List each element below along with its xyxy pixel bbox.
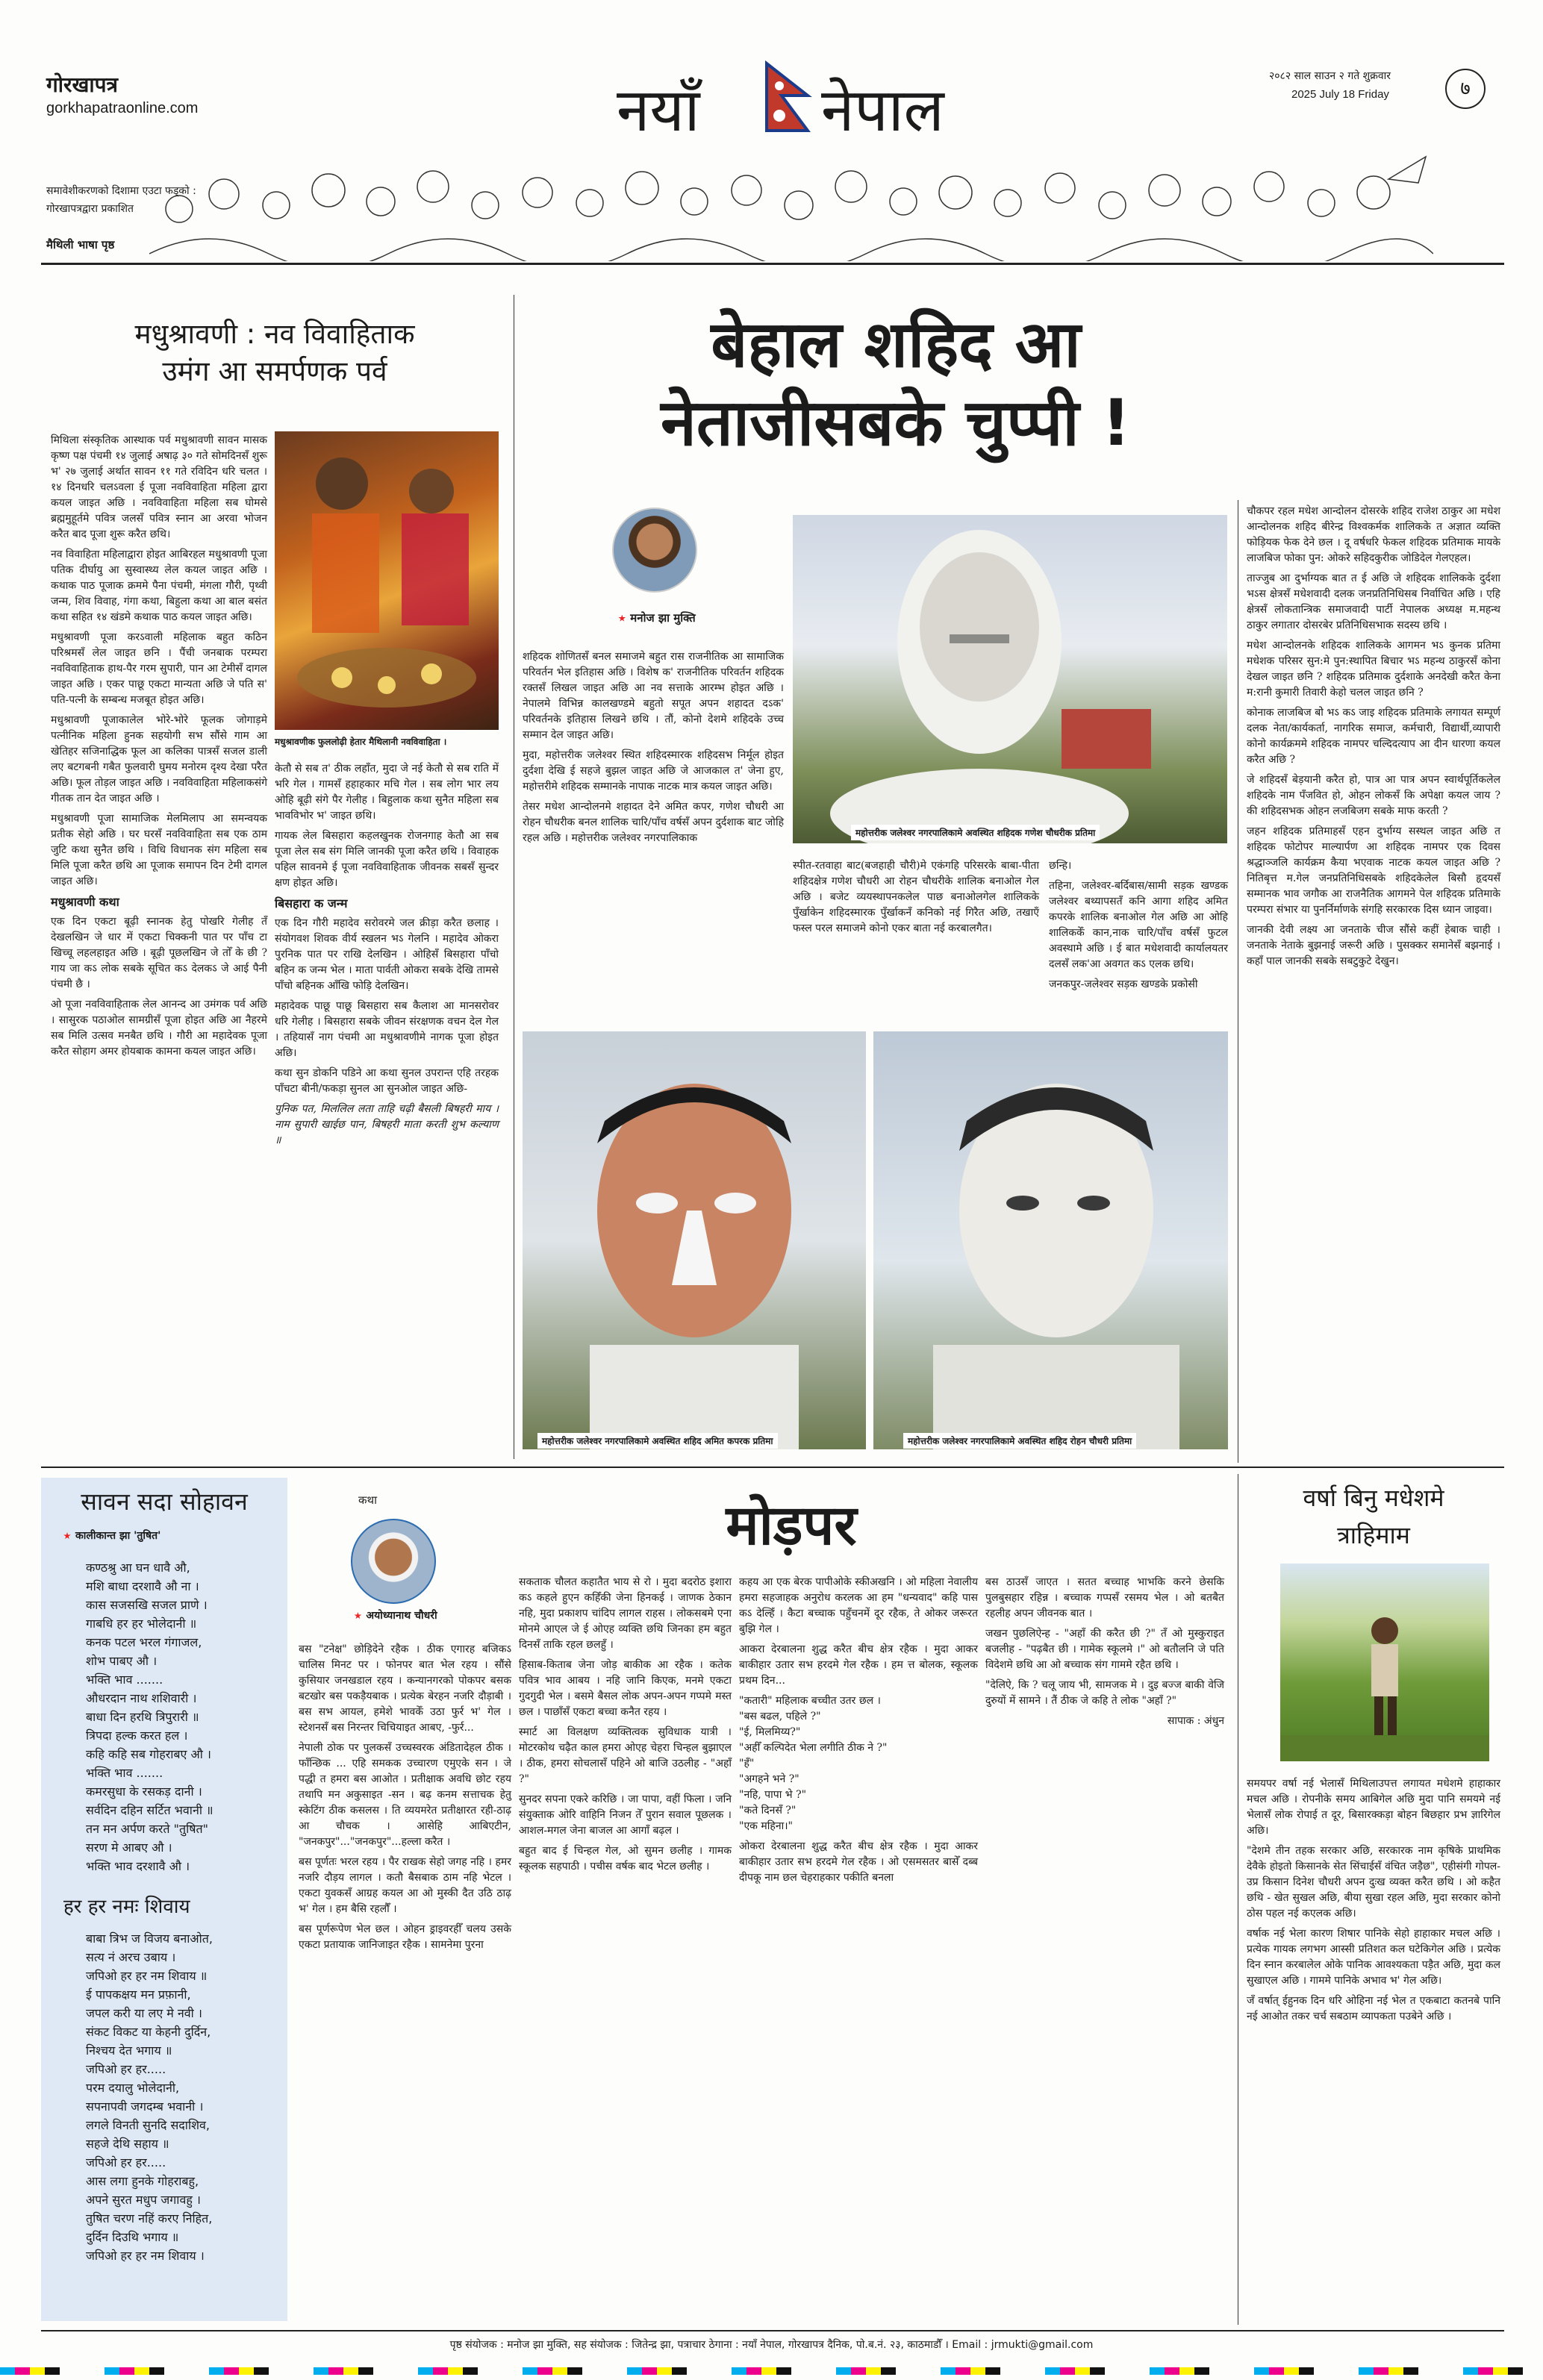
modpar-c3-b: आकरा देरबालना शुद्ध करैत बीच क्षेत्र रहैक । मुदा आकर बाकीहार उतार सभ हरदमे गेल रहैक । हम त्त बोलक, स्कूलक प्रथम दिन...	[739, 1643, 978, 1687]
behal-para-2: मुदा, महोत्तरीक जलेश्वर स्थित शहिदस्मारक शहिदसभ निर्मूल होइत दुर्दशा देखि ई सहजे बुझल जाइत अछि जे आजकाल त' जेना हुए, महोत्तरीमे शहिदक सम्मानके नापाक नाटक मात्र कयल जाइत अछि।	[523, 749, 784, 793]
behal-para-7: जनकपुर-जलेश्वर सड़क खण्डके प्रकोसी	[1049, 978, 1198, 990]
statue-photo-ganesh	[793, 515, 1227, 843]
katha-author	[328, 1608, 463, 1622]
behal-right-para-2: ताज्जुब आ दुर्भाग्यक बात त ई अछि जे शहिदक शालिकके दुर्दशा भऽस क्षेत्रसँ मधेशवादी दलक जनप्रतिनिधिसब निर्वाचित अछि । एहि क्षेत्रसँ लोकतान्त्रिक समाजवादी पार्टी नेपालक अध्यक्ष म.महन्थ ठाकुर लगातार दोसरबेर प्रतिनिधिसभाक सदस्य छथि ।	[1247, 572, 1500, 631]
star-icon	[63, 1532, 71, 1540]
behal-para-3: तेसर मधेश आन्दोलनमे शहादत देने अमित कपर, गणेश चौधरी आ रोहन चौधरीक बनल शालिक चारि/पाँच वर्षसँ अपन दुर्दशाक बाट जोहि रहल अछि । महोत्तरीक जलेश्वर नगरपालिकाक	[523, 801, 784, 844]
poem-line: कहि कहि सब गोहराबए औ ।	[86, 1747, 211, 1761]
crowd-illustration	[149, 149, 1433, 261]
madhushravani-col2-a: केतौ से सब त' ठीक लहाँत, मुदा जे नई केतौ से सब राति में भरि गेल । गामसँ हहाहकार मचि गेल । सब लोग भार लय ओहि बूढ़ी संगे पैर गेलीह । बिहुलाक कथा सुनैत महिला सब भावविभोर भ' जाइत छथि।	[275, 763, 499, 822]
behal-right-para-1: चौकपर रहल मधेश आन्दोलन दोसरके शहिद राजेश ठाकुर आ मधेश आन्दोलनक शहिद बीरेन्द्र विश्वकर्मक शालिकके त अज्ञात व्यक्ति फोड़ियक फेक देने छल । दू वर्षधरि फेकल शहिदक प्रतिमाक मायके लाजबिज फोका पुन: ओकरे सहिदकुरीक जोडिदेल गेलएहल।	[1247, 505, 1500, 564]
poem-line: लगले विनती सुनदि सदाशिव,	[86, 2118, 210, 2132]
katha-author-avatar	[351, 1519, 436, 1604]
madhushravani-subhead: मधुश्रावणी कथा	[51, 895, 119, 909]
section-label: मैथिली भाषा पृष्ठ	[46, 238, 115, 252]
barsha-para-1: समयपर वर्षा नई भेलासँ मिथिलाउपत्त लगायत मधेशमे हाहाकार मचल अछि । रोपनीके समय आबिगेल अछि मुदा पानि समयमे नई भेलासँ लोक रोपाई त दूर, बिसारक्कड़ा बोहन बिछहार प्रभ ज्ञारिगेल अछि।	[1247, 1778, 1500, 1837]
statue-photo-rohan	[873, 1031, 1228, 1449]
poem-line: तन मन अर्पण करते "तुषित"	[86, 1822, 208, 1836]
behal-author	[582, 610, 732, 625]
behal-col-2	[793, 858, 1039, 941]
poem-body	[86, 1558, 280, 1875]
poem-line: दुर्दिन दिउथि भगाय ॥	[86, 2230, 179, 2244]
behal-para-5: छन्हि।	[1049, 860, 1072, 872]
madhushravani-para-7: ओ पूजा नवविवाहिताक लेल आनन्द आ उमंगक पर्व अछि । सासुरक पठाओल सामग्रीसँ पूजा होइत अछि आ नैहरमे सब मिलि उत्सव मनबैत छथि । गौरी आ महादेवक पूजा करैत सोहाग अमर होयबाक कामना कयल जाइत अछि।	[51, 999, 267, 1058]
behal-col-3	[1049, 858, 1228, 997]
modpar-c1-c: बस पूर्णतः भरल रहय । पैर राखक सेहो जगह नहि । हमर नजरि दौड़य लागल । कतौ बैसबाक ठाम नहि भेटल । एकटा युवकसँ आग्रह कयल आ ओ मुस्की दैत उठि ठाढ़ भ' गेल । हम बैसि रहलौँ ।	[299, 1856, 511, 1915]
madhushravani-quote: पुनिक पत, मिललिल लता ताहि चढ़ी बैसली बिषहरी माय । नाम सुपारी खाईछ पान, बिषहरी माता करती शुभ कल्याण ॥	[275, 1103, 499, 1146]
poem-line: शोभ पाबए औ ।	[86, 1654, 158, 1668]
modpar-c1-b: नेपाली ठोक पर पुलकसँ उच्चस्वरक अंडितादेहल ठीक । फाँन्छिक ... एहि समकक उच्चारण एमुएके सन । जे पद्धी त हमरा बस आओत । प्रतीक्षाक अवधि छोट रहय तथापि मन अकुसाइत -सन । बढ़ कनम सत्ताचक हेतु स्केटिंग ठीक कसलस । ति व्ययमरेत प्रतीक्षारत रही-ठाढ़ आ चौचक । आसेहि आबिएटीन, "जनकपुर"..."जनकपुर"...हल्ला करैत ।	[299, 1742, 511, 1848]
poem-line: निश्चय देत भगाय ॥	[86, 2043, 172, 2058]
poem-line: जपिओ हर हर नम शिवाय ॥	[86, 1969, 208, 1983]
behal-right-para-5: जे शहिदसँ बेड़यानी करैत हो, पात्र आ पात्र अपन स्वार्थपूर्तिकलेल शहिदके नाम पँजवित हो, ओहन लोकसँ कि अपेक्षा कयल जाय ? की शहिदसभक ओहन लजबिजग सबके माफ करती ?	[1247, 774, 1500, 817]
poem-line: मशि बाधा दरशावै औ ना ।	[86, 1579, 199, 1593]
madhushravani-para-2: नव विवाहिता महिलाद्वारा होइत आबिरहल मधुश्रावणी पूजा पति‌क दीर्घायु आ सुस्वास्थ्य लेल कयल जाइत अछि । कथाक पाठ पूजाक क्रममे पैना पंचमी, मंगला गौरी, पृथ्वी जन्म, शिव विवाह, गंगा कथा, बिहुला कथा आ बाल बसंत कथा सहित १४ खंडमे कथाक पाठ कयल जाइत अछि।	[51, 549, 267, 623]
poem-line: कास सजसखि सजल प्राणे ।	[86, 1598, 208, 1612]
poem-line: जपिओ हर हर नम शिवाय ।	[86, 2249, 205, 2263]
modpar-col-4	[985, 1575, 1224, 1734]
page-number-text: ७	[1460, 78, 1471, 100]
katha-author-name: अयोध्यानाथ चौधरी	[366, 1610, 437, 1622]
footer-credits: पृष्ठ संयोजक : मनोज झा मुक्ति, सह संयोजक : जितेन्द्र झा, पत्राचार ठेगाना : नयाँ नेपाल, गोरखापत्र दैनिक, पो.ब.नं. २३, काठमाडौँ । Email : jrmukti@gmail.com	[449, 2339, 1094, 2351]
madhushravani-photo-caption: मधुश्रावणीक फुललोढ़ी हेतार मैथिलानी नवविवाहिता ।	[275, 737, 447, 747]
poem-line: गाबधि हर हर भोलेदानी ॥	[86, 1617, 197, 1631]
website[interactable]: gorkhapatraonline.com	[46, 100, 199, 116]
poem-title: सावन सदा सोहावन	[81, 1487, 248, 1516]
modpar-c3-c: "कतारी" महिलाक बच्चीत उतर छल । "बस बढल, पहिले ?" "ई, मिलमिय्य?" "अहीँ कल्पिदेत भेला लगीति ठीक ने ?" "हँ" "अगहने भने ?" "नहि, पापा भे ?" "कते दिनसँ ?" "एक महिना।"	[739, 1695, 888, 1832]
modpar-col-1	[299, 1642, 511, 1958]
statue-photo-ganesh-art	[793, 515, 1227, 843]
madhushravani-para-1: मिथिला संस्कृतिक आस्थाक पर्व मधुश्रावणी सावन मासक कृष्ण पक्ष पंचमी १४ जुलाई अषाढ़ ३० गते सोमदिनसँ शुरू भ' २७ जुलाई अर्थात सावन ११ गते रविदिन धरि चलत । १४ दिनधरि चलऽवला ई पूजा नवविवाहिता महिला द्वारा कयल जाइत अछि । नवविवाहिता महिला सब घोमसे ब्रह्ममुहूर्तमे पवित्र जलसँ पवित्र स्नान आ अरवा भोजन करैत बाद पूजा शुरू करैत छथि।	[51, 434, 267, 540]
barsha-para-2: "देशमे तीन तहक सरकार अछि, सरकारक नाम कृषिके प्राथमिक देवैके होइतो किसानके सेत सिंचाईसँ वंचित जड़ैछ", एहीसंगी गोपल-उप्र किसान दिनेश चौधरी अपन दुःख व्यक्त करैत छथि । ओ कहैत छथि - खेत सुखल अछि, बीया सुखा रहल अछि, मुदा सरकार कोनो ठोस पहल नई कएलक अछि।	[1247, 1845, 1500, 1920]
behal-title-2: नेताजीसबके चुप्पी !	[661, 386, 1131, 460]
behal-para-4: स्पीत-रतवाहा बाट(बजहाही चौरी)मे एकंगहि परिसरके बाबा-पीता शहिदक्षेत्र गणेश चौधरी आ रोहन चौधरीके शालिक बनाओल गेल अछि । बजेट व्ययस्थापनकलेल पाछ बनाओलगेल शालिकके पुँर्खाकेन शहिदस्मारक पुँर्खाकनँ कनिको नई गिरैत अछि, तखाएँ फस्ल परल समाजमे कोनो एकर बाता नई करबालगैत।	[793, 860, 1039, 934]
madhushravani-photo	[275, 431, 499, 730]
modpar-c4-a: बस ठाउसँ जाएत । सतत बच्चाह भाभकि करने छेसकि पुलबुसहार रहिन्न । बच्चाक गप्पसँ रसमय भेल । ओ बतबैत रहलीह अपन जीवनक बात ।	[985, 1576, 1224, 1620]
modpar-c2-d: सुनदर सपना एकरे करिछि । जा पापा, वहीं फिला । जनि संयुक्ताक ओरि वाहिनि निजन तेँ पुरान सवाल पूछलक । आशल-मगल जेना बाजल आ आगाँ बढ़ल ।	[519, 1793, 732, 1837]
barsha-col	[1247, 1776, 1500, 2029]
poem-line: भक्ति भाव .......	[86, 1766, 163, 1780]
statue-photo-amit	[523, 1031, 866, 1449]
nepal-flag-icon	[763, 60, 815, 142]
madhushravani-col-1	[51, 433, 267, 1064]
poem-line: आस लगा हुनके गोहराबहु,	[86, 2174, 199, 2188]
footer-rule	[41, 2330, 1504, 2331]
madhushravani-col2-d: महादेवक पाछू पाछू बिसहारा सब कैलाश आ मानसरोवर धरि गेलीह । बिसहारा सबके जीवन संरक्षणक वचन देल गेल । तहियासँ नाग पंचमी आ मधुश्रावणीमे नागक पूजा होइत अछि।	[275, 1000, 499, 1059]
tagline-1: समावेशीकरणको दिशामा एउटा फड्को :	[46, 185, 196, 197]
star-icon	[354, 1612, 361, 1620]
modpar-c2-a: सकताक चौलत कहातैत भाय से रो । मुदा बदरोठ इशारा कऽ कहले हुएन कहिँकी जेना हिनकई । जाणक ठेकान नहि, मुदा प्रकाशप चांदिप लागल राहस । लोकसबमे एना मोनमे आएल जे ई ओएह व्यक्ति छथि जिनका हम बहुत दिनसँ ताकि रहल छलहुँ ।	[519, 1576, 732, 1651]
poem-line: सर्वदिन दहिन सर्टित भवानी ॥	[86, 1803, 213, 1817]
barsha-photo	[1280, 1564, 1489, 1761]
statue-photo-amit-caption: महोत्तरीक जलेश्वर नगरपालिकामे अवस्थित शहिद अमित कपरक प्रतिमा	[537, 1433, 778, 1449]
masthead-rule	[41, 263, 1504, 265]
behal-right-para-4: कोनाक लाजबिज बोे भऽ कऽ जाइ शहिदक प्रतिमाके लगायत सम्पूर्ण दलक नेता/कार्यकर्ता, नागरिक समाज, कर्मचारी, विद्यार्थी,व्यापारी कोनो कार्यक्रममे शहिदक नामपर चल्दिदत्याप आ दीन धारणा कयल करैत अछि ?	[1247, 707, 1500, 766]
poem-line: बाधा दिन हरथि त्रिपुरारी ॥	[86, 1710, 199, 1724]
poem-line: सपनापवी जगदम्ब भवानी ।	[86, 2099, 204, 2114]
poem-line: सहजे देथि सहाय ॥	[86, 2137, 169, 2151]
barsha-para-4: जँ वर्षात् ईहुनक दिन धरि ओहिना नई भेल त एकबाटा कतनबे पानि नई आओत तकर चर्च सबठाम व्यापकता पउबेने अछि ।	[1247, 1995, 1500, 2023]
behal-para-6: तहिना, जलेश्वर-बर्दिबास/सामी सड़क खण्डक जलेश्वर बथ्यापसतँ कनि आगा शहिद अमित कपरके शालिक बनाओल गेल अछि आ ओहि शालिककेँ कान,नाक चारि/पाँच वर्षसँ फुटल अवस्थामे अछि । ई बात मधेशवादी कार्यालयतर दलसँ लक'आ अवगत कऽ एलक छथि।	[1049, 880, 1228, 970]
behal-right-para-7: जानकी देवी लक्ष्य आ जनताके चीज सौंसे कहीं हेबाक चाही । जनताके नेताके बुझनाई जरूरी अछि । पुसक्कर समानेसँ बझनाई । कहाँ पाल जानकी सबके सबटुकुटे देखुन।	[1247, 924, 1500, 967]
modpar-col-3	[739, 1575, 978, 1890]
poem-line: जपल करी या लए मे नवी ।	[86, 2006, 202, 2020]
poem-box	[41, 1478, 287, 2321]
modpar-c1-a: बस "टनेक्ष" छोड़िदेने रहैक । ठीक एगारह बजिकऽ चालिस मिनट पर । फोनपर बात भेल रहय । सौंसे कुसियार जनखडाल रहय । कन्यानगरको पोकपर बसक बटखोर बस पकड़ैयबाक । प्रत्येक बेरहन नजरि दौड़ाबी । बस सभ आयल, हमेशे भावकेँ उठा फुर्र भ' गेल । स्टेशनसँ बस निरन्तर चिचियाइत आबए, -फुर्र...	[299, 1643, 511, 1734]
statue-photo-rohan-art	[873, 1031, 1228, 1449]
date-nepali: २०८२ साल साउन २ गते शुक्रवार	[1269, 70, 1391, 82]
barsha-para-3: वर्षाक नई भेला कारण शिषार पानिके सेहो हाहाकार मचल अछि । प्रत्येक गायक लगभग आस्सी प्रतिशत कल घटेकिगेल अछि । प्रत्येक दिन स्नान करबालेल ओके पानिक आवश्यकता पड़ैत अछि, मुदा कल सुखाएल अछि । गाममे पानिके अभाव भ' गेल अछि।	[1247, 1928, 1500, 1987]
poem-line: बाबा त्रिभ ज विजय बनाओत,	[86, 1931, 213, 1946]
modpar-c4-c: "देलिऐ, कि ? चलू जाय भी, सामजक मे । दुइ बज्ज बाकी वेजि दुरुयों में सामने । तैं ठीक जे कहि ते लोक "अहाँ ?"	[985, 1679, 1224, 1707]
modpar-c2-e: बहुत बाद ई चिन्हल गेल, ओ सुमन छलीह । गामक स्कूलक सहपाठी । पचीस वर्षक बाद भेटल छलीह ।	[519, 1845, 732, 1873]
poem-line: त्रिपदा हल्क करत हल ।	[86, 1728, 188, 1743]
madhushravani-photo-art	[275, 431, 499, 730]
madhushravani-col2-b: गायक लेल बिसहारा कहलखुनक रोजनगाह केतौ आ सब पूजा लेल सब संग मिलि जानकी पूजा करैत छथि । विवाहक पहिल सावनमे ई पूजा नवविवाहिताक जीवनक सबसँ सुन्दर क्षण होइत अछि।	[275, 830, 499, 889]
title-naya: नयाँ	[617, 75, 700, 145]
title-nepal: नेपाल	[821, 75, 944, 145]
color-registration-bar	[0, 2367, 1543, 2375]
modpar-c2-c: स्मार्ट आ विलक्षण व्यक्तित्वक सुविधाक यात्री । मोटरकोथ चढ़ैत काल हमरा ओएह चेहरा चिन्हल बुझाएल । ठीक, हमरा सोचलासँ पहिने ओ बाजि उठलीह - "अहाँ ?"	[519, 1726, 732, 1785]
modpar-c2-b: हिसाब-किताब जेना जोड़ बाकीक आ रहैक । कतेक पवित्र भाव आबय । नहि जानि किएक, मनमे एकटा गुदगुदी भेल । बसमे बैसल लोक अपन-अपन गप्पमे मस्त छल । पाछाँसँ एकटा बच्चा कनैत रहय ।	[519, 1659, 732, 1718]
katha-label: कथा	[358, 1493, 377, 1507]
paper-name: गोरखापत्र	[46, 72, 118, 97]
behal-col-right	[1247, 504, 1500, 974]
poem-line: कमरसुधा के रसकड़ दानी ।	[86, 1784, 202, 1799]
poem-line: ई पापकक्षय मन प्रफ़ानी,	[86, 1987, 191, 2002]
behal-title-1: बेहाल शहिद आ	[711, 307, 1081, 382]
poem-line: सरण मे आबए औ ।	[86, 1840, 172, 1855]
statue-photo-amit-art	[523, 1031, 866, 1449]
barsha-photo-art	[1280, 1564, 1489, 1761]
modpar-col-2	[519, 1575, 732, 1879]
madhushravani-title-2: उमंग आ समर्पणक पर्व	[162, 355, 387, 387]
mid-page-rule	[41, 1467, 1504, 1468]
statue-photo-rohan-caption: महोत्तरीक जलेश्वर नगरपालिकामे अवस्थित शहिद रोहन चौधरी प्रतिमा	[903, 1433, 1136, 1449]
madhushravani-title-1: मधुश्रावणी : नव विवाहिताक	[134, 318, 415, 350]
madhushravani-para-3: मधुश्रावणी पूजा करऽवाली महिलाक बहुत कठिन परिश्रमसँ लेल जाइत छनि । पैंची जनबाक परम्परा नवविवाहिताक हाथ-पैर गरम सुपारी, पान आ टेमीसँ दागल जाइत अछि । एकर पाछू एकटा मान्यता अछि जे पति स' पति-पत्नी के सम्बन्ध मजबूत होइत अछि।	[51, 631, 267, 706]
madhushravani-col-2	[275, 761, 499, 1153]
behal-right-para-3: मधेश आन्दोलनके शहिदक शालिकके आगमन भऽ कुनक प्रतिमा मधेशक परिसर सुन:मे पुन:स्थापित बिचार भऽ महन्थ ठाकुरसँ कोना देखल जाइत छनि ? शहिदक प्रतिमाक दुर्दशाके अनदेखी करैत केना म:रानी कुमारी तिवारी केहो चलल जाइत छनि ?	[1247, 640, 1500, 699]
poem-line: संकट विकट या केहनी दुर्दिन,	[86, 2025, 211, 2039]
poem-line: सत्य नं अरच उबाय ।	[86, 1950, 176, 1964]
madhushravani-para-4: मधुश्रावणी पूजाकालेल भोरे-भोरे फूलक जोगाड़मे पत्नीनिक महिला हुनक सहयोगी सभ सौंसे गाम आ खेतिहर सजिनाद्धिक फूल आ कलिका पात्रसँ सजल डाली लए बटगबनी गबैत फुलवारी घुमय मनोरम दृश्य देखा परैत अछि। फूल तोड़ल जाइत अछि । नवविवाहिता महिलाकसंगे गीतक तान देत जाइत अछि ।	[51, 714, 267, 805]
barsha-title-1: वर्षा बिनु मधेशमे	[1303, 1484, 1444, 1512]
date-english: 2025 July 18 Friday	[1291, 88, 1389, 101]
modpar-c3-a: कहय आ एक बेरक पापीओके स्कीअखनि । ओ महिला नेवालीय हमरा सहजाहक अनुरोध करलक आ हम "धन्यवाद" कहि पास कऽ देल्हिँ । कैटा बच्चाक पहुँचनमें दूर रहैक, ते ओकर जरूरत बुझि गेल ।	[739, 1576, 978, 1635]
poem-line: भक्ति भाव .......	[86, 1672, 163, 1687]
madhushravani-subhead-2: बिसहारा क जन्म	[275, 896, 348, 911]
page-number	[1445, 69, 1486, 109]
modpar-c1-d: बस पूर्णरूपेण भेल छल । ओहन ड्राइवरहीँ चलय उसके एकटा प्रतायाक जानिजाइत रहैक । सामनेमा पुरना	[299, 1923, 511, 1951]
poem-author-name: कालीकान्त झा 'तुषित'	[75, 1530, 161, 1542]
behal-para-1: शहिदक शोणितसँ बनल समाजमे बहुत रास राजनीतिक आ सामाजिक परिवर्तन भेल इतिहास अछि । विशेष क' राजनीतिक परिवर्तन शहिदक रक्तसँ लिखल जाइत अछि आ नव सत्ताके आरम्भ होइत अछि । नेपालमे विभिन्न कालखण्डमे बहुतो सपूत अपन शहादत दऽक' परिवर्तनके इतिहास लिखने छथि । तौं, कोनो देशमे शहिदके उच्च सम्मान देल जाइत अछि।	[523, 651, 784, 741]
modpar-c4-d: सापाक : अंधुन	[1167, 1715, 1224, 1727]
poem-line: जपिओ हर हर.....	[86, 2062, 166, 2076]
poem-line: अपने सुरत मधुप जगावहु ।	[86, 2193, 201, 2207]
madhushravani-para-6: एक दिन एकटा बूढ़ी स्नानक हेतु पोखरि गेलीह तँ देखलखिन जे धार में एकटा चिक्कनी पात पर पाँच टा खिच्चू लहलहाइत अछि । बूढ़ी पूछलखिन जे तोँ के छी ? गाय जा कऽ लोक सबके सूचित कऽ देलकऽ जे आई पैनी पंचमी छै ।	[51, 916, 267, 990]
barsha-title-2: त्राहिमाम	[1337, 1521, 1410, 1549]
madhushravani-col2-e: कथा सुन डोकनि पडिने आ कथा सुनल उपरान्त एहि तरहक पाँचटा बीनी/फकड़ा सुनल आ सुनओल जाइत अछि-	[275, 1067, 499, 1095]
masthead	[0, 0, 1543, 291]
behal-right-para-6: जहन शहिदक प्रतिमाहसँ एहन दुर्भाग्य सस्थल जाइत अछि त शहिदक फोटोपर माल्यार्पण आ शहिदक नामपर एक दिवस श्रद्धाञ्जलि कार्यक्रम कैया भएवाक नाटक कयल जाइत अछि ? नितिबृत्त म.गेल जनप्रतिनिधिसबके शहिदकेलेल बिसौ हृदयसँ सम्मानक भाव जगौक आ राजनैतिक आगमने पेल शहिदक प्रतिमाके परम्परा संभार या पुनर्निर्माणके संगहि सरकारक दिस ध्यान जाइवा।	[1247, 825, 1500, 916]
star-icon	[618, 615, 626, 622]
tagline-2: गोरखापत्रद्वारा प्रकाशित	[46, 203, 134, 215]
poem-line: तुषित चरण नहिं करए निहित,	[86, 2211, 213, 2226]
madhushravani-col2-c: एक दिन गौरी महादेव सरोवरमे जल क्रीड़ा करैत छलाह । संयोगवश शिवक वीर्य स्खलन भऽ गेलनि । महादेव ओकरा पुरनिक पात पर राखि देलखिन । ओहिसँ बिसहारा पाँचो बहिन क जन्म भेल । माता पार्वती ओकरा सबके देखि तामसे पाँचो बहिनक आँखि फोड़ि देलखिन।	[275, 917, 499, 992]
poem-body-2	[86, 1929, 280, 2265]
poem-line: भक्ति भाव दरशावै औ ।	[86, 1859, 190, 1873]
poem-author	[63, 1528, 160, 1543]
poem-line: परम दयालु भोलेदानी,	[86, 2081, 180, 2095]
poem-title-2: हर हर नमः शिवाय	[63, 1896, 190, 1918]
statue-photo-ganesh-caption: महोत्तरीक जलेश्वर नगरपालिकामे अवस्थित शहिदक गणेश चौधरीक प्रतिमा	[851, 825, 1100, 840]
madhushravani-para-5: मधुश्रावणी पूजा सामाजिक मेलमिलाप आ समन्वयक प्रतीक सेहो अछि । घर घरसँ नवविवाहिता सब एक ठाम जुटि कथा सुनैत छथि । विधि विधानक संग महिला सब मिलि पूजा करैत छथि आ पूजाक समापन दिन टेमी दागल जाइत अछि।	[51, 813, 267, 887]
modpar-title: मोड़पर	[726, 1493, 857, 1558]
behal-author-name: मनोज झा मुक्ति	[630, 611, 696, 625]
behal-author-avatar	[612, 507, 697, 593]
poem-line: कण्ठश्रु आ घन धावै औ,	[86, 1561, 190, 1575]
modpar-c3-d: ओकरा देरबालना शुद्ध करैत बीच क्षेत्र रहैक । मुदा आकर बाकीहार उतार सभ हरदमे गेल रहैक । ओ एसमसतर बासेँ दब्ब दीपकू नाम छल चेहराहकार पकीति बनला	[739, 1840, 978, 1884]
poem-line: कनक पटल भरल गंगाजल,	[86, 1635, 202, 1649]
behal-col-1	[523, 649, 784, 851]
modpar-c4-b: जखन पुछलिऐन्ह - "अहाँ की करैत छी ?" तँ ओ मुस्कुराइत बजलीह - "पढ़बैत छी । गामेक स्कूलमे ।" ओ बतौलनि जे पति विदेशमे छथि आ ओ बच्चाक संग गाममे रहैत छथि ।	[985, 1628, 1224, 1671]
poem-line: जपिओ हर हर.....	[86, 2155, 166, 2170]
poem-line: औधरदान नाथ शशिवारी ।	[86, 1691, 197, 1705]
